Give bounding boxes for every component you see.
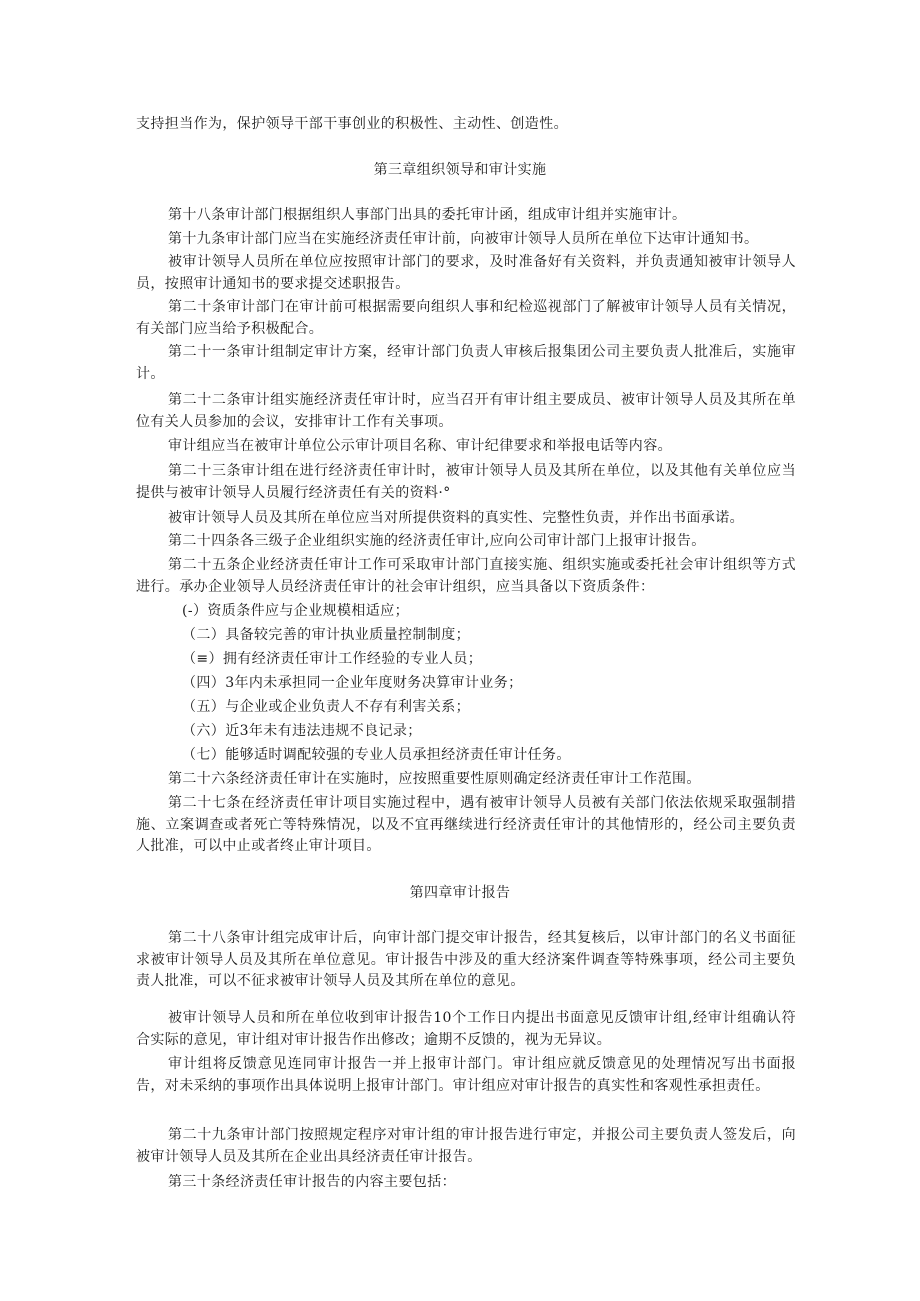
article-30: 第三十条经济责任审计报告的内容主要包括： (168, 1174, 456, 1190)
article-22-detail: 审计组应当在被审计单位公示审计项目名称、审计纪律要求和举报电话等内容。 (168, 438, 672, 454)
article-21: 第二十一条审计组制定审计方案，经审计部门负责人审核后报集团公司主要负责人批准后，实施审计。 (136, 344, 796, 382)
lead-line: 支持担当作为，保护领导干部干事创业的积极性、主动性、创造性。 (136, 116, 568, 132)
article-23-detail: 被审计领导人员及其所在单位应当对所提供资料的真实性、完整性负责，并作出书面承诺。 (168, 510, 744, 526)
article-19: 第十九条审计部门应当在实施经济责任审计前，向被审计领导人员所在单位下达审计通知书。 (168, 231, 759, 247)
list-item: （五）与企业或企业负责人不存有利害关系； (182, 699, 470, 715)
list-item: （≡）拥有经济责任审计工作经验的专业人员； (182, 651, 483, 667)
article-28: 第二十八条审计组完成审计后，向审计部门提交审计报告，经其复核后，以审计部门的名义书面征求被审计领导人员及其所在单位意见。审计报告中涉及的重大经济案件调查等特殊事项，经公司主要负责人批准，可以不征求被审计领导人员及其所在单位的意见。 (136, 930, 796, 989)
article-27: 第二十七条在经济责任审计项目实施过程中，遇有被审计领导人员被有关部门依法依规采取强制措施、立案调查或者死亡等特殊情况，以及不宜再继续进行经济责任审计的其他情形的，经公司主要负责人批准，可以中止或者终止审计项目。 (136, 795, 796, 854)
article-28-report: 审计组将反馈意见连同审计报告一并上报审计部门。审计组应就反馈意见的处理情况写出书面报告，对未采纳的事项作出具体说明上报审计部门。审计组应对审计报告的真实性和客观性承担责任。 (136, 1056, 796, 1094)
list-item: （二）具备较完善的审计执业质量控制制度； (182, 627, 470, 643)
article-29: 第二十九条审计部门按照规定程序对审计组的审计报告进行审定，并报公司主要负责人签发后，向被审计领导人员及其所在企业出具经济责任审计报告。 (136, 1127, 796, 1165)
article-28-feedback: 被审计领导人员和所在单位收到审计报告10个工作日内提出书面意见反馈审计组,经审计组确认符合实际的意见，审计组对审计报告作出修改；逾期不反馈的，视为无异议。 (136, 1010, 796, 1048)
list-item: （六）近3年未有违法违规不良记录； (182, 723, 422, 739)
article-18: 第十八条审计部门根据组织人事部门出具的委托审计函，组成审计组并实施审计。 (168, 207, 687, 223)
article-23: 第二十三条审计组在进行经济责任审计时，被审计领导人员及其所在单位，以及其他有关单位应当提供与被审计领导人员履行经济责任有关的资料·° (136, 463, 796, 501)
list-item: （七）能够适时调配较强的专业人员承担经济责任审计任务。 (182, 747, 571, 763)
chapter-3-title: 第三章组织领导和审计实施 (373, 162, 547, 178)
article-19-detail: 被审计领导人员所在单位应按照审计部门的要求，及时准备好有关资料，并负责通知被审计领导人员，按照审计通知书的要求提交述职报告。 (136, 254, 796, 292)
list-item: (-）资质条件应与企业规模相适应； (182, 603, 409, 619)
article-25: 第二十五条企业经济责任审计工作可采取审计部门直接实施、组织实施或委托社会审计组织等方式进行。承办企业领导人员经济责任审计的社会审计组织，应当具备以下资质条件： (136, 557, 796, 595)
article-26: 第二十六条经济责任审计在实施时，应按照重要性原则确定经济责任审计工作范围。 (168, 771, 701, 787)
article-22: 第二十二条审计组实施经济责任审计时，应当召开有审计组主要成员、被审计领导人员及其所在单位有关人员参加的会议，安排审计工作有关事项。 (136, 392, 796, 430)
article-24: 第二十四条各三级子企业组织实施的经济责任审计,应向公司审计部门上报审计报告。 (168, 533, 706, 549)
list-item: （四）3年内未承担同一企业年度财务决算审计业务； (182, 675, 523, 691)
article-20: 第二十条审计部门在审计前可根据需要向组织人事和纪检巡视部门了解被审计领导人员有关情况，有关部门应当给予积极配合。 (136, 299, 796, 337)
chapter-4-title: 第四章审计报告 (409, 885, 511, 901)
